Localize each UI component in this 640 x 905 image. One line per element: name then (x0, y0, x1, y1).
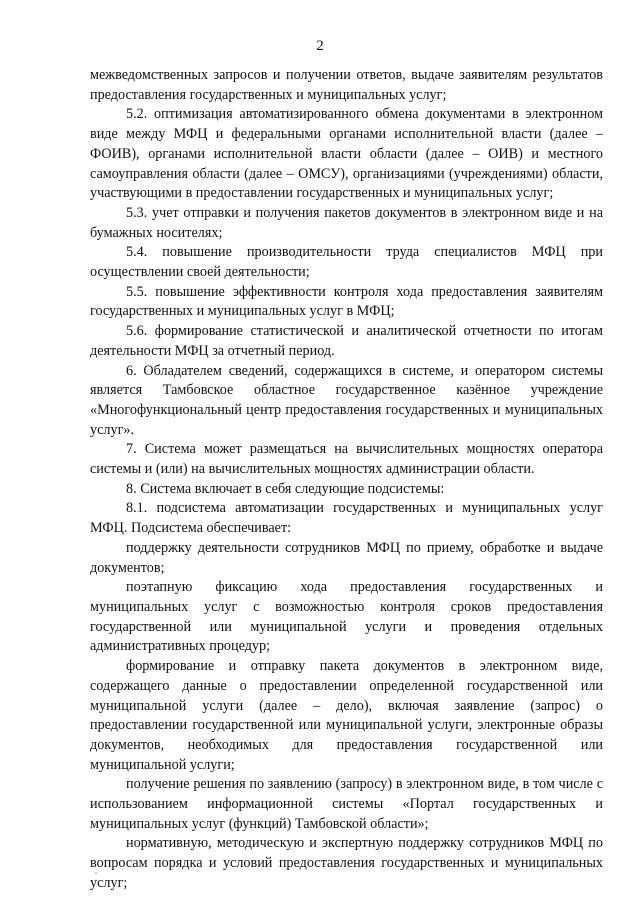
page-number: 2 (316, 38, 324, 54)
paragraph-6: 6. Обладателем сведений, содержащихся в системе, и оператором системы является Тамбовское областное государственное казённое учреждение «Многофункциональный центр предоставления государственных и муниципальных услуг». (90, 362, 603, 438)
paragraph-continuation: межведомственных запросов и получении ответов, выдаче заявителям результатов предоставления государственных и муниципальных услуг; (90, 67, 603, 103)
paragraph-7: 7. Система может размещаться на вычислительных мощностях оператора системы и (или) на вычислительных мощностях администрации области. (90, 441, 603, 478)
paragraph-5-3: 5.3. учет отправки и получения пакетов документов в электронном виде и на бумажных носителях; (90, 204, 603, 241)
paragraph-5-4: 5.4. повышение производительности труда специалистов МФЦ при осуществлении своей деятельности; (90, 244, 603, 281)
document-body (90, 66, 603, 894)
paragraph-5-6: 5.6. формирование статистической и аналитической отчетности по итогам деятельности МФЦ за отчетный период. (90, 323, 603, 359)
paragraph-8: 8. Система включает в себя следующие подсистемы: (126, 480, 445, 497)
paragraph-5-2: 5.2. оптимизация автоматизированного обмена документами в электронном виде между МФЦ и федеральными органами исполнительной власти (далее – ФОИВ), органами исполнительной власти области (далее – ОИВ) и местного самоуправления области (далее – ОМСУ), организациями (учреждениями) области, участвующими в предоставлении государственных и муниципальных услуг; (90, 106, 603, 202)
list-item: поэтапную фиксацию хода предоставления государственных и муниципальных услуг с возможностью контроля сроков предоставления государственной или муниципальной услуги и проведения отдельных административных процедур; (90, 579, 603, 655)
list-item: формирование и отправку пакета документов в электронном виде, содержащего данные о предоставлении определенной государственной или муниципальной услуги (далее – дело), включая заявление (запрос) о предоставлении государственной или муниципальной услуги, электронные образы документов, необходимых для предоставления государственной или муниципальной услуги; (90, 658, 603, 773)
list-item: поддержку деятельности сотрудников МФЦ по приему, обработке и выдаче документов; (90, 539, 603, 576)
list-item: получение решения по заявлению (запросу) в электронном виде, в том числе с использованием информационной системы «Портал государственных и муниципальных услуг (функций) Тамбовской области»; (90, 776, 603, 832)
paragraph-8-1: 8.1. подсистема автоматизации государственных и муниципальных услуг МФЦ. Подсистема обеспечивает: (90, 500, 603, 537)
scan-speck (95, 872, 97, 874)
paragraph-5-5: 5.5. повышение эффективности контроля хода предоставления заявителям государственных и муниципальных услуг в МФЦ; (90, 283, 603, 320)
list-item: нормативную, методическую и экспертную поддержку сотрудников МФЦ по вопросам порядка и условий предоставления государственных и муниципальных услуг; (90, 835, 603, 891)
